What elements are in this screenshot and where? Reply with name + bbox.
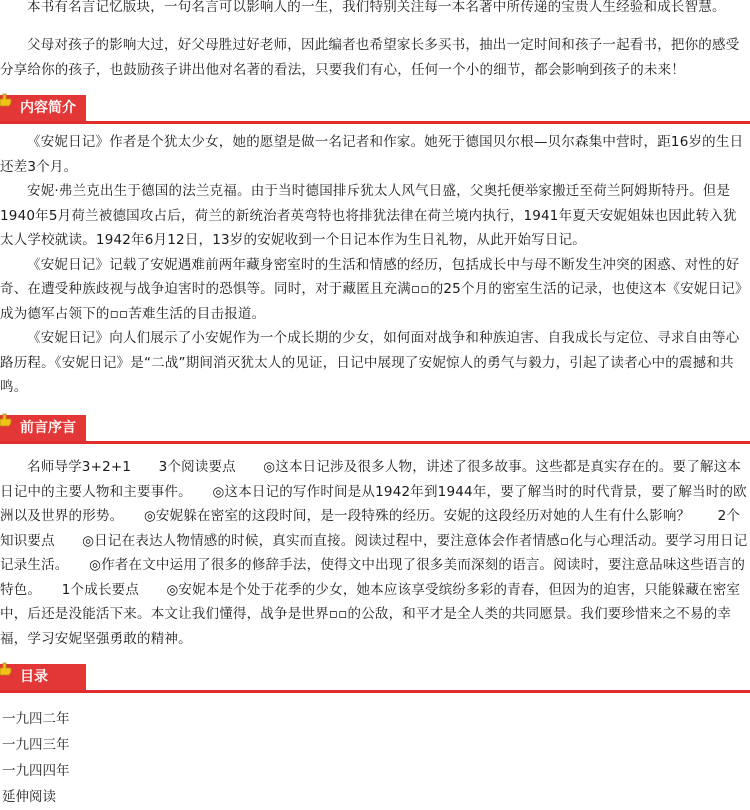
summary-body <box>0 130 748 400</box>
preface-section-tab <box>0 415 86 441</box>
toc-item[interactable]: 一九四二年 <box>2 711 70 727</box>
toc-item[interactable]: 延伸阅读 <box>2 789 56 805</box>
summary-paragraph: 安妮·弗兰克出生于德国的法兰克福。由于当时德国排斥犹太人风气日盛，父奥托便举家搬迁至荷兰阿姆斯特丹。但是1940年5月荷兰被德国攻占后，荷兰的新统治者英弯特也将排犹法律在荷兰境内执行，1941年夏天安妮姐妹也因此转入犹太人学校就读。1942年6月12日，13岁的安妮收到一个日记本作为生日礼物，从此开始写日记。 <box>0 183 737 248</box>
intro-paragraph-1: 本书有名言记忆版块，一句名言可以影响人的一生，我们特别关注每一本名著中所传递的宝贵人生经验和成长智慧。 <box>27 0 726 15</box>
intro-block-2 <box>0 33 748 82</box>
intro-block <box>0 0 748 20</box>
toc-section-header <box>0 662 750 693</box>
summary-paragraph: 《安妮日记》作者是个犹太少女，她的愿望是做一名记者和作家。她死于德国贝尔根—贝尔森集中营时，距16岁的生日还差3个月。 <box>0 134 744 175</box>
toc-section-title: 目录 <box>20 669 48 685</box>
pointing-hand-icon <box>0 412 14 428</box>
summary-section-title: 内容简介 <box>20 100 76 116</box>
summary-section-header <box>0 93 750 124</box>
preface-paragraph: 名师导学3+2+1 3个阅读要点 ◎这本日记涉及很多人物，讲述了很多故事。这些都是真实存在的。要了解这本日记中的主要人物和主要事件。 ◎这本日记的写作时间是从1942年到1944年，要了解当时的时代背景，要了解当时的欧洲以及世界的形势。 ◎安妮躲在密室的这段时间，是一段特殊的经历。安妮的这段经历对她的人生有什么影响？ 2个知识要点 ◎日记在表达人物情感的时候，真实而直接。阅读过程中，要注意体会作者情感▫化与心理活动。要学习用日记记录生活。 ◎作者在文中运用了很多的修辞手法，使得文中出现了很多美而深刻的语言。阅读时，要注意品味这些语言的特色。 1个成长要点 ◎安妮本是个处于花季的少女，她本应该享受缤纷多彩的青春，但因为的迫害，只能躲藏在密室中，后还是没能活下来。本文让我们懂得，战争是世界▫▫的公敌，和平才是全人类的共同愿景。我们要珍惜来之不易的幸福，学习安妮坚强勇敢的精神。 <box>0 459 748 647</box>
table-of-contents <box>2 706 70 810</box>
preface-section-title: 前言序言 <box>20 420 76 436</box>
preface-body <box>0 455 748 651</box>
summary-paragraph: 《安妮日记》向人们展示了小安妮作为一个成长期的少女，如何面对战争和种族迫害、自我成长与定位、寻求自由等心路历程。《安妮日记》是“二战”期间消灭犹太人的见证，日记中展现了安妮惊人的勇气与毅力，引起了读者心中的震撼和共鸣。 <box>0 330 740 395</box>
toc-section-tab <box>0 664 86 690</box>
toc-item[interactable]: 一九四四年 <box>2 763 70 779</box>
preface-section-header <box>0 413 750 444</box>
intro-paragraph-2: 父母对孩子的影响大过，好父母胜过好老师，因此编者也希望家长多买书，抽出一定时间和孩子一起看书，把你的感受分享给你的孩子，也鼓励孩子讲出他对名著的看法，只要我们有心，任何一个小的细节，都会影响到孩子的未来！ <box>0 37 740 78</box>
pointing-hand-icon <box>0 661 14 677</box>
toc-item[interactable]: 一九四三年 <box>2 737 70 753</box>
summary-paragraph: 《安妮日记》记载了安妮遇难前两年藏身密室时的生活和情感的经历，包括成长中与母不断发生冲突的困惑、对性的好奇、在遭受种族歧视与战争迫害时的恐惧等。同时，对于藏匿且充满▫▫的25个月的密室生活的记录，也使这本《安妮日记》成为德军占领下的▫▫苦难生活的目击报道。 <box>0 256 742 322</box>
summary-section-tab <box>0 95 86 121</box>
pointing-hand-icon <box>0 92 14 108</box>
